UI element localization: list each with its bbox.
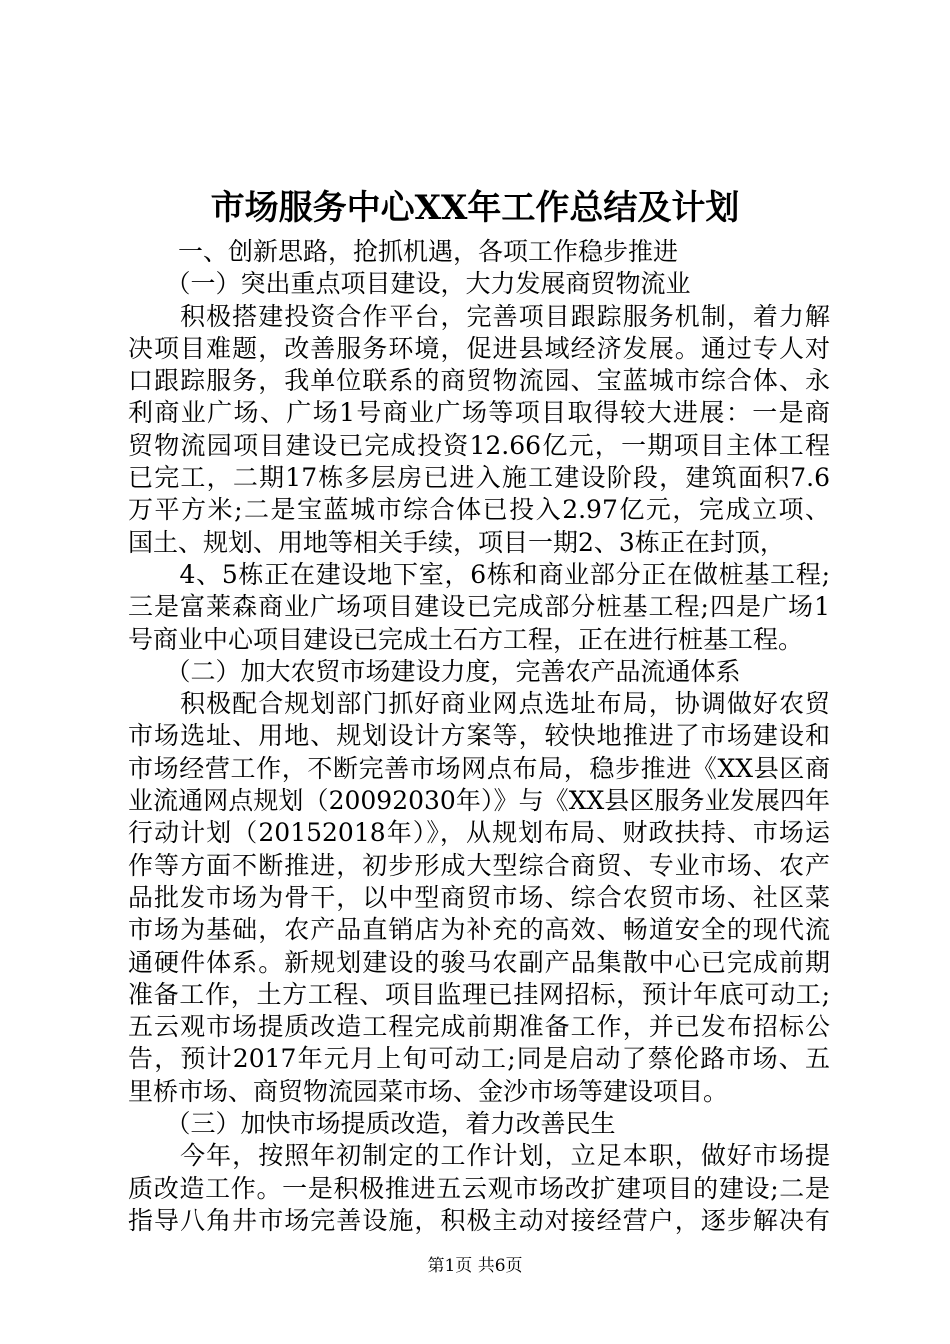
document-title: 市场服务中心XX年工作总结及计划 (210, 188, 740, 228)
text-line: 三是富莱森商业广场项目建设已完成部分桩基工程;四是广场1 (128, 592, 830, 622)
text-line: 号商业中心项目建设已完成土石方工程，正在进行桩基工程。 (128, 624, 804, 654)
text-line: （一）突出重点项目建设，大力发展商贸物流业 (128, 269, 691, 299)
document-body (128, 236, 830, 1237)
text-line: 市场为基础，农产品直销店为补充的高效、畅道安全的现代流 (128, 915, 830, 945)
text-line: 积极搭建投资合作平台，完善项目跟踪服务机制，着力解 (128, 301, 830, 331)
text-line: 行动计划（20152018年）》，从规划布局、财政扶持、市场运 (128, 818, 830, 848)
text-line: 通硬件体系。新规划建设的骏马农副产品集散中心已完成前期 (128, 947, 830, 977)
text-line: 市场选址、用地、规划设计方案等，较快地推进了市场建设和 (128, 721, 830, 751)
text-line: 利商业广场、广场1号商业广场等项目取得较大进展：一是商 (128, 398, 830, 428)
text-line: （三）加快市场提质改造，着力改善民生 (128, 1109, 616, 1139)
text-line: 准备工作，土方工程、项目监理已挂网招标，预计年底可动工; (128, 979, 830, 1009)
text-line: 五云观市场提质改造工程完成前期准备工作，并已发布招标公 (128, 1012, 830, 1042)
text-line: 积极配合规划部门抓好商业网点选址布局，协调做好农贸 (128, 689, 830, 719)
text-line: 一、创新思路，抢抓机遇，各项工作稳步推进 (128, 237, 679, 266)
text-line: 万平方米;二是宝蓝城市综合体已投入2.97亿元，完成立项、 (128, 495, 830, 525)
page-footer: 第1页 共6页 (427, 1256, 523, 1276)
text-line: 4、5栋正在建设地下室，6栋和商业部分正在做桩基工程; (128, 559, 830, 589)
text-line: 业流通网点规划（20092030年）》与《XX县区服务业发展四年 (128, 786, 830, 816)
text-line: 口跟踪服务，我单位联系的商贸物流园、宝蓝城市综合体、永 (128, 366, 830, 396)
text-line: 今年，按照年初制定的工作计划，立足本职，做好市场提 (128, 1141, 830, 1171)
text-line: 指导八角井市场完善设施，积极主动对接经营户，逐步解决有 (128, 1205, 830, 1235)
text-line: 告，预计2017年元月上旬可动工;同是启动了蔡伦路市场、五 (128, 1044, 830, 1074)
text-line: 市场经营工作，不断完善市场网点布局，稳步推进《XX县区商 (128, 753, 830, 783)
text-line: （二）加大农贸市场建设力度，完善农产品流通体系 (128, 656, 741, 686)
text-line: 里桥市场、商贸物流园菜市场、金沙市场等建设项目。 (128, 1076, 729, 1106)
text-line: 作等方面不断推进，初步形成大型综合商贸、专业市场、农产 (128, 850, 830, 880)
text-line: 已完工，二期17栋多层房已进入施工建设阶段，建筑面积7.6 (128, 463, 830, 493)
text-line: 贸物流园项目建设已完成投资12.66亿元，一期项目主体工程 (128, 430, 830, 460)
text-line: 质改造工作。一是积极推进五云观市场改扩建项目的建设;二是 (128, 1173, 830, 1203)
text-line: 决项目难题，改善服务环境，促进县域经济发展。通过专人对 (128, 333, 830, 363)
text-line: 国土、规划、用地等相关手续，项目一期2、3栋正在封顶， (128, 527, 785, 557)
text-line: 品批发市场为骨干，以中型商贸市场、综合农贸市场、社区菜 (128, 882, 830, 912)
